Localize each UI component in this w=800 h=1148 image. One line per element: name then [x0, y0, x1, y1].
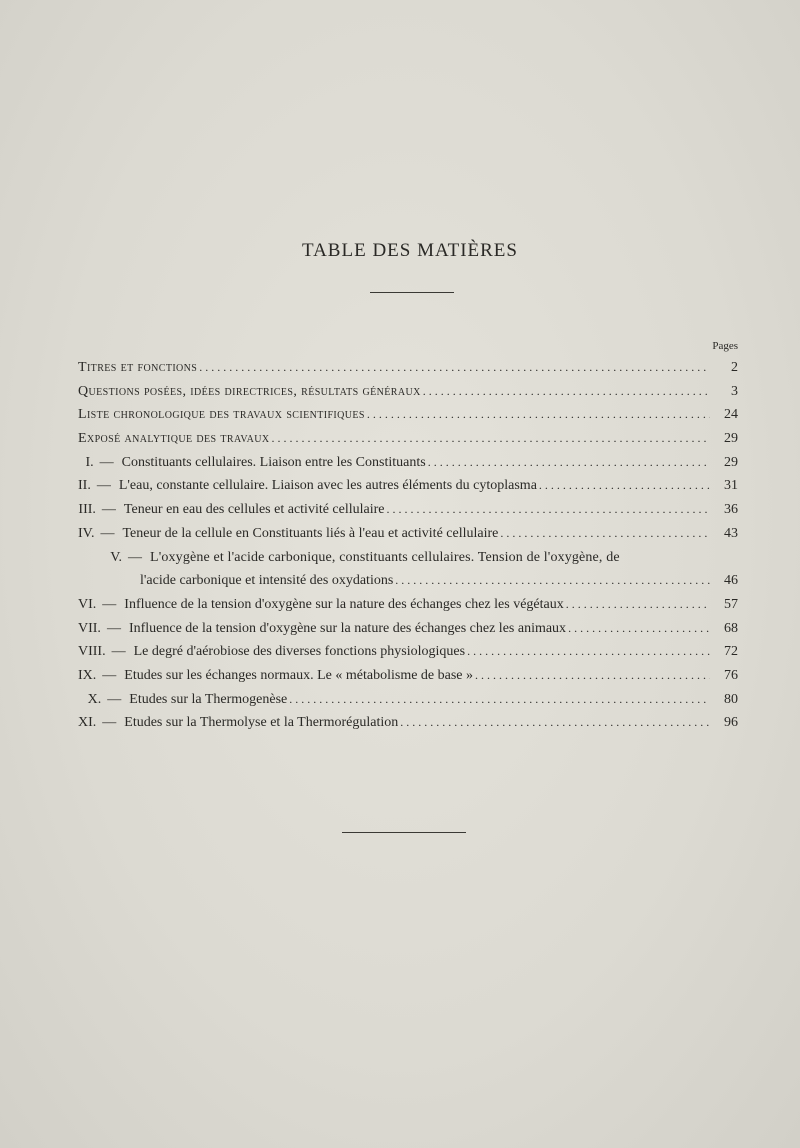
chapter-number: V. — [110, 549, 122, 565]
dot-leader — [289, 688, 710, 712]
toc-entry-label: Exposé analytique des travaux — [78, 431, 270, 447]
chapter-page: 46 — [724, 573, 738, 589]
chapter-number: IV. — [78, 525, 95, 541]
chapter-dash: — — [101, 502, 116, 518]
dot-leader — [475, 664, 710, 688]
chapter-title: Le degré d'aérobiose des diverses fonctions physiologiques — [133, 644, 466, 660]
title-divider — [370, 292, 454, 293]
chapter-page: 43 — [724, 525, 738, 541]
toc-chapter-2[interactable] — [78, 474, 738, 498]
dot-leader — [539, 474, 710, 498]
chapter-title: Etudes sur la Thermolyse et la Thermorégulation — [124, 715, 399, 731]
chapter-number: I. — [85, 454, 94, 470]
dot-leader — [423, 380, 710, 404]
dot-leader — [566, 593, 710, 617]
chapter-title: Constituants cellulaires. Liaison entre les Constituants — [121, 454, 426, 470]
chapter-page: 29 — [724, 454, 738, 470]
chapter-dash: — — [102, 596, 117, 612]
chapter-page: 68 — [724, 620, 738, 636]
chapter-title: Teneur en eau des cellules et activité cellulaire — [123, 502, 385, 518]
chapter-title: Influence de la tension d'oxygène sur la nature des échanges chez les végétaux — [124, 596, 564, 612]
chapter-page: 31 — [724, 478, 738, 494]
dot-leader — [395, 569, 710, 593]
dot-leader — [467, 640, 710, 664]
toc-chapter-5-continued[interactable] — [78, 569, 738, 593]
chapter-page: 80 — [724, 691, 738, 707]
chapter-dash: — — [102, 715, 117, 731]
chapter-dash: — — [99, 454, 114, 470]
end-divider — [342, 832, 466, 833]
dot-leader — [428, 451, 710, 475]
toc-entry-page: 29 — [724, 431, 738, 447]
toc-chapter-3[interactable] — [78, 498, 738, 522]
toc-chapter-11[interactable] — [78, 711, 738, 735]
chapter-page: 57 — [724, 596, 738, 612]
chapter-number: XI. — [78, 715, 97, 731]
dot-leader — [272, 427, 710, 451]
chapter-title-continued: l'acide carbonique et intensité des oxydations — [140, 573, 394, 589]
dot-leader — [387, 498, 710, 522]
chapter-page: 76 — [724, 667, 738, 683]
chapter-number: VI. — [78, 596, 97, 612]
page-title: TABLE DES MATIÈRES — [302, 240, 518, 261]
toc-entry-label: Titres et fonctions — [78, 360, 198, 375]
chapter-title: L'oxygène et l'acide carbonique, constituants cellulaires. Tension de l'oxygène, de — [150, 549, 620, 565]
chapter-dash: — — [111, 644, 126, 660]
toc-chapter-10[interactable] — [78, 688, 738, 712]
chapter-number: III. — [78, 502, 96, 518]
chapter-title: Etudes sur les échanges normaux. Le « métabolisme de base » — [124, 667, 474, 683]
table-of-contents — [78, 356, 738, 735]
dot-leader — [199, 356, 710, 380]
chapter-page: 96 — [724, 715, 738, 731]
toc-chapter-1[interactable] — [78, 451, 738, 475]
toc-entry-liste[interactable] — [78, 403, 738, 427]
chapter-number: IX. — [78, 667, 97, 683]
chapter-dash: — — [102, 667, 117, 683]
chapter-dash: — — [96, 478, 111, 494]
toc-entry-label: Questions posées, idées directrices, résultats généraux — [78, 383, 421, 399]
toc-chapter-4[interactable] — [78, 522, 738, 546]
toc-chapter-5[interactable] — [78, 546, 738, 570]
chapter-title: L'eau, constante cellulaire. Liaison avec les autres éléments du cytoplasma — [118, 478, 537, 494]
chapter-dash: — — [107, 691, 122, 707]
chapter-number: X. — [87, 691, 102, 707]
toc-entry-page: 24 — [724, 407, 738, 423]
toc-entry-label: Liste chronologique des travaux scientifiques — [78, 407, 365, 423]
toc-entry-questions[interactable] — [78, 380, 738, 404]
toc-chapter-6[interactable] — [78, 593, 738, 617]
chapter-dash: — — [106, 620, 121, 636]
chapter-dash: — — [100, 525, 115, 541]
chapter-number: II. — [78, 478, 91, 494]
chapter-number: VIII. — [78, 644, 106, 660]
toc-chapter-9[interactable] — [78, 664, 738, 688]
dot-leader — [500, 522, 710, 546]
toc-entry-expose[interactable] — [78, 427, 738, 451]
toc-entry-page: 3 — [731, 383, 738, 399]
chapter-page: 72 — [724, 644, 738, 660]
chapter-number: VII. — [78, 620, 101, 636]
toc-entry-titres[interactable] — [78, 356, 738, 380]
chapter-title: Influence de la tension d'oxygène sur la nature des échanges chez les animaux — [128, 620, 567, 636]
toc-chapter-8[interactable] — [78, 640, 738, 664]
dot-leader — [367, 403, 710, 427]
chapter-title: Etudes sur la Thermogenèse — [129, 691, 288, 707]
chapter-title: Teneur de la cellule en Constituants liés à l'eau et activité cellulaire — [122, 525, 499, 541]
pages-column-label: Pages — [712, 340, 738, 352]
chapter-page: 36 — [724, 502, 738, 518]
dot-leader — [400, 711, 710, 735]
dot-leader — [568, 617, 710, 641]
toc-entry-page: 2 — [731, 360, 738, 375]
toc-chapter-7[interactable] — [78, 617, 738, 641]
chapter-dash: — — [128, 549, 142, 565]
